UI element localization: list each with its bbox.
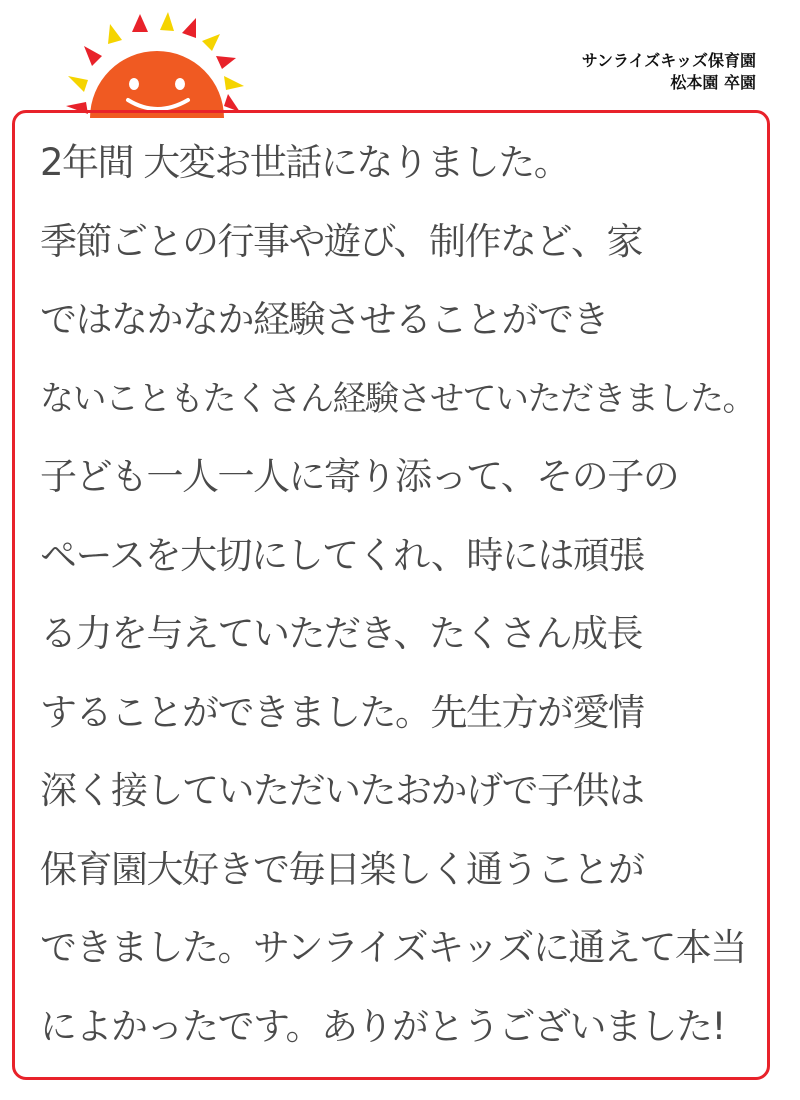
header (582, 50, 756, 94)
smiling-sun-icon (48, 6, 258, 126)
message-line: 保育園大好きで毎日楽しく通うことが (40, 847, 644, 891)
message-line: 季節ごとの行事や遊び、制作など、家 (40, 219, 643, 263)
message-line: ではなかなか経験させることができ (40, 298, 608, 341)
message-line: 子ども一人一人に寄り添って、その子の (40, 455, 679, 498)
branch-label: 松本園 卒園 (670, 73, 756, 92)
handwritten-message (40, 124, 768, 1066)
message-line: 深く接していただいたおかげで子供は (40, 769, 644, 812)
message-line: によかったです。ありがとうございました! (40, 1004, 725, 1048)
message-line: 2年間 大変お世話になりました。 (40, 141, 570, 184)
message-line: ないこともたくさん経験させていただきました。 (40, 378, 755, 419)
message-line: することができました。先生方が愛情 (40, 690, 644, 734)
message-line: ペースを大切にしてくれ、時には頑張 (40, 533, 644, 577)
message-line: できました。サンライズキッズに通えて本当 (40, 926, 746, 969)
message-line: る力を与えていただき、たくさん成長 (40, 612, 643, 655)
school-name: サンライズキッズ保育園 (581, 51, 756, 70)
